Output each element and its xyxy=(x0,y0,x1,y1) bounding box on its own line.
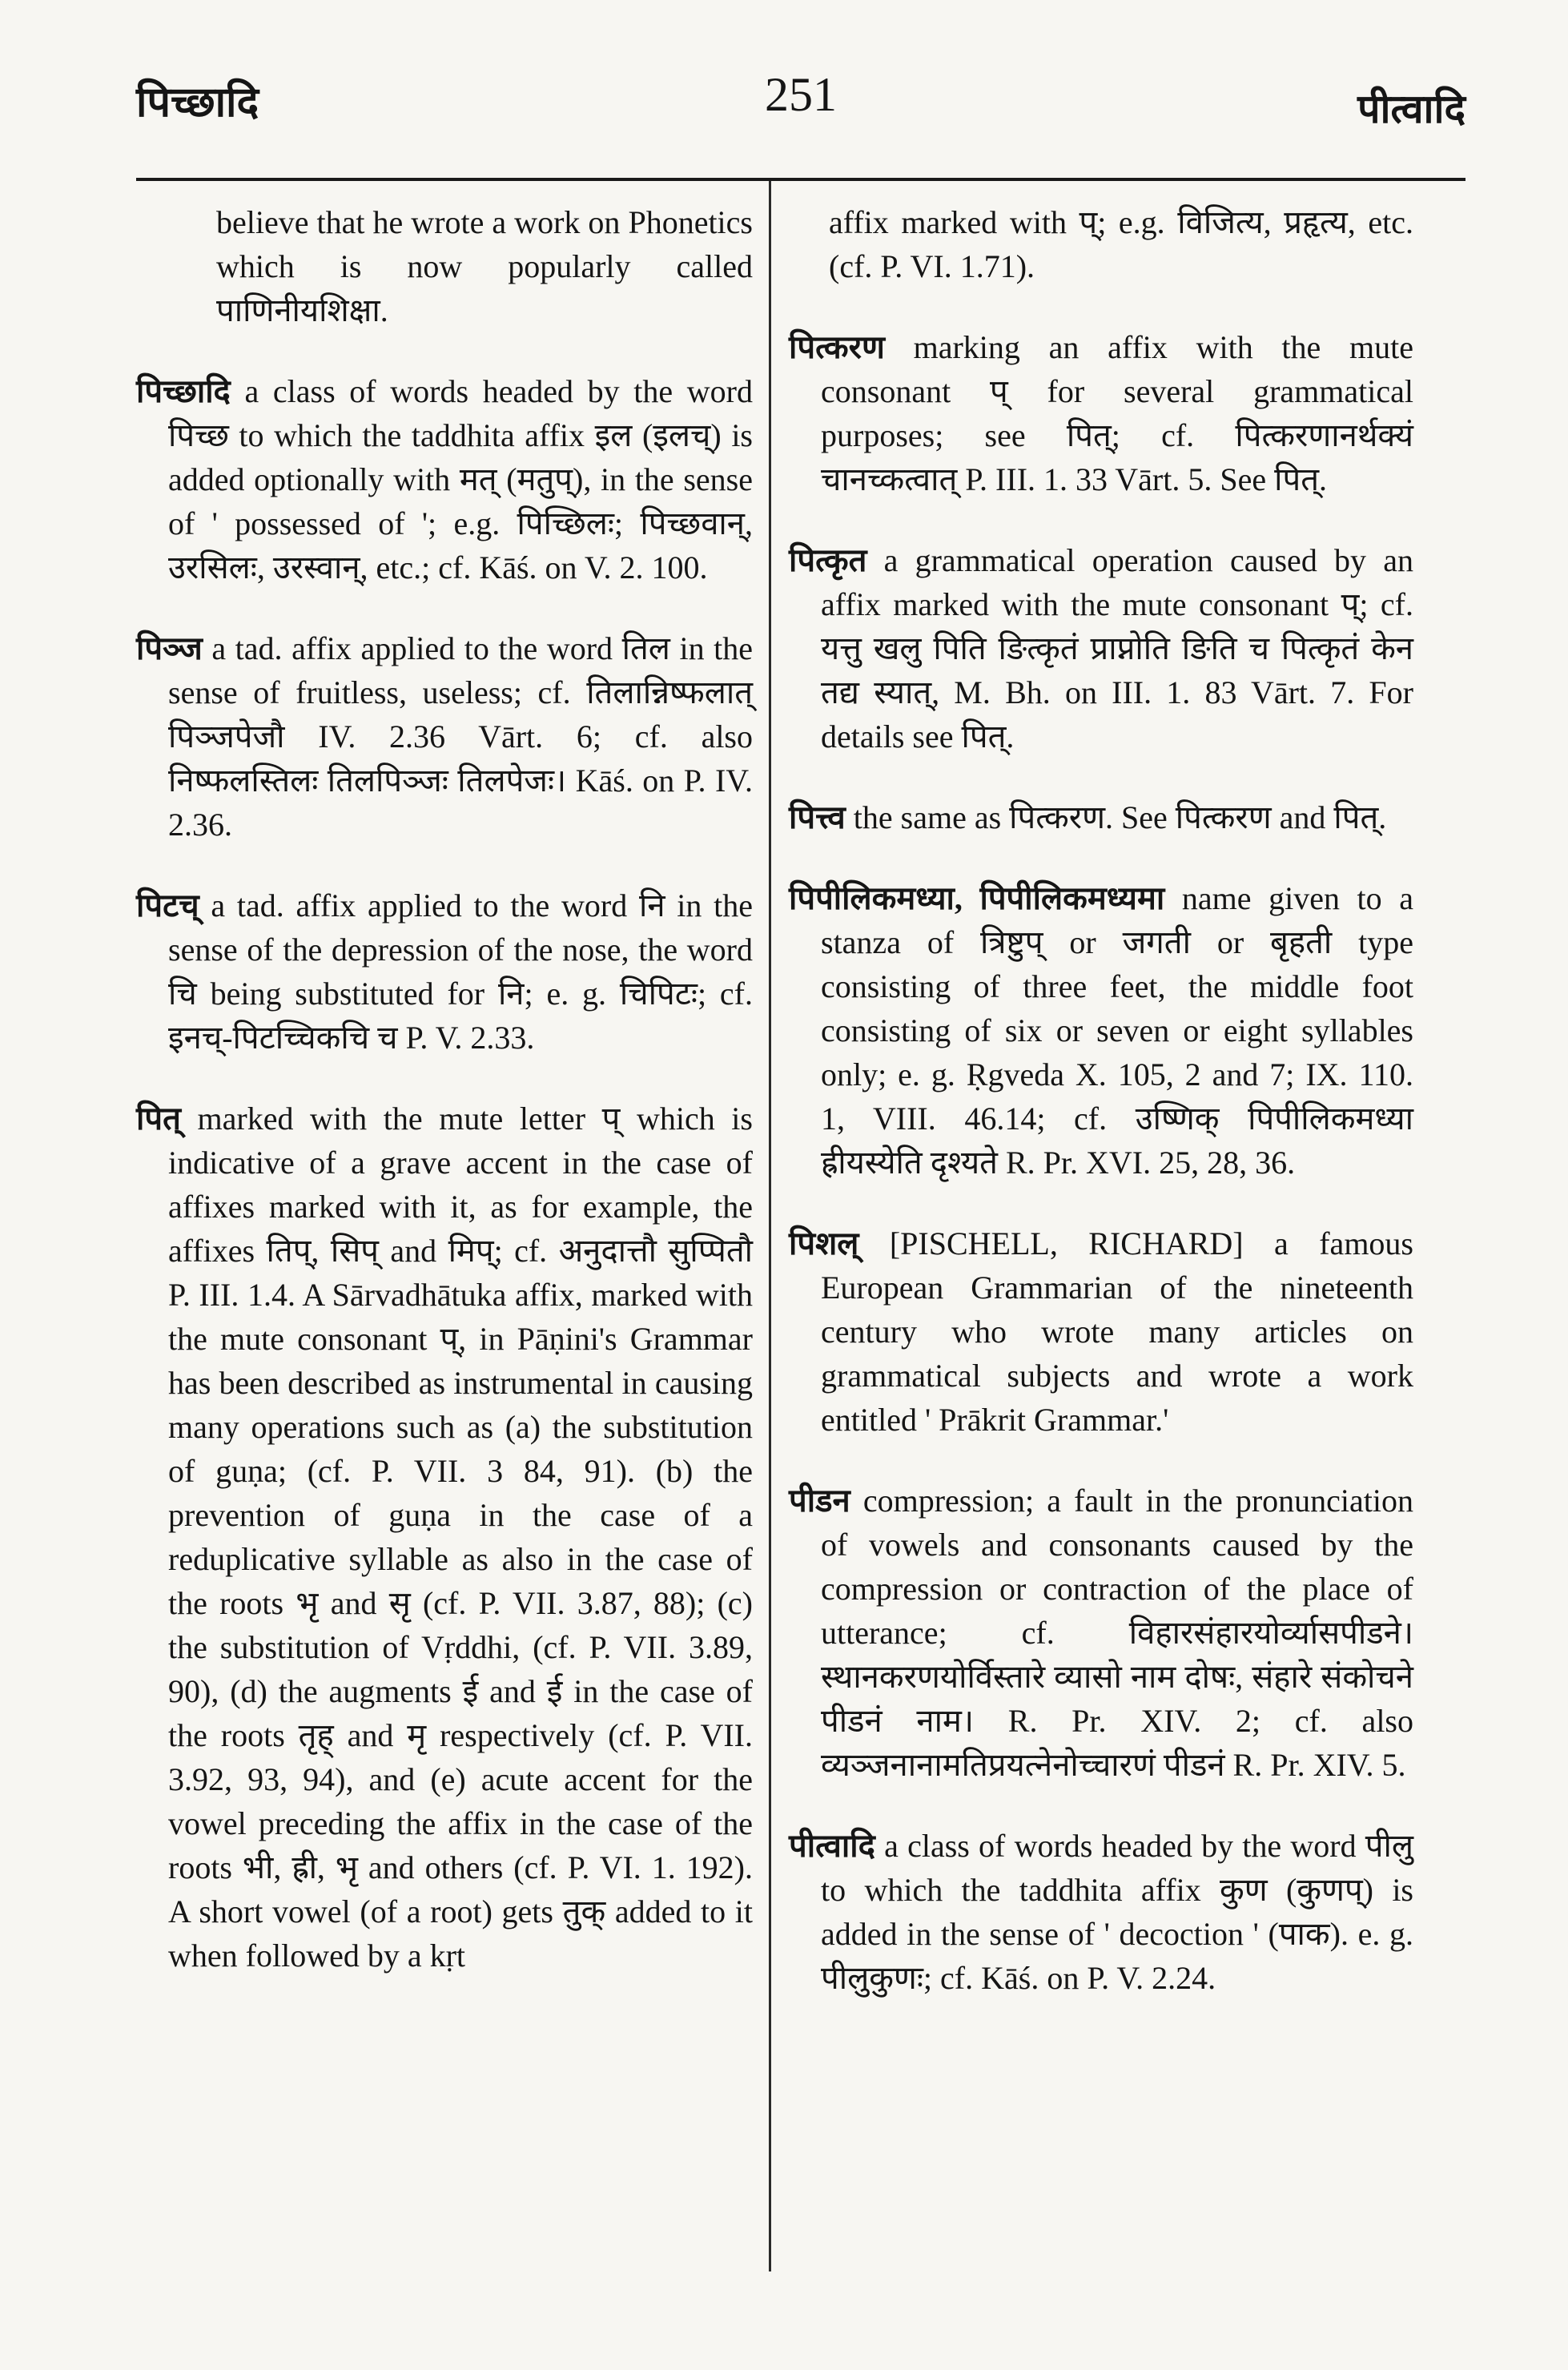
entry-headword: पीडन xyxy=(789,1483,850,1519)
dictionary-entry xyxy=(136,883,753,1060)
entry-headword: पित् xyxy=(136,1101,181,1137)
entry-headword: पीत्वादि xyxy=(789,1828,875,1864)
entry-text: a grammatical operation caused by an affix marked with the mute consonant प्; cf. यत्तु खलु पिति ङित्कृतं प्राप्नोति ङिति च पित्कृतं केन तद्य स्यात्, M. Bh. on III. 1. 83 Vārt. 7. For details see पित्. xyxy=(821,542,1413,754)
header-rule xyxy=(136,178,1465,181)
dictionary-entry xyxy=(136,1096,753,1978)
entry-text: compression; a fault in the pronunciation of vowels and consonants caused by the compression or contraction of the place of utterance; cf. विहारसंहारयोर्व्यासपीडने। स्थानकरणयोर्विस्तारे व्यासो नाम दोषः, संहारे संकोचने पीडनं नाम। R. Pr. XIV. 2; cf. also व्यञ्जनानामतिप्रयत्नेनोच्चारणं पीडनं R. Pr. XIV. 5. xyxy=(821,1483,1413,1783)
entry-headword: पित्त्व xyxy=(789,799,846,835)
dictionary-entry xyxy=(789,325,1413,501)
dictionary-entry xyxy=(789,1824,1413,2000)
dictionary-entry xyxy=(789,1221,1413,1442)
entry-text: a tad. affix applied to the word नि in the sense of the depression of the nose, the word चि being substituted for नि; e. g. चिपिटः; cf. इनच्-पिटच्चिकचि च P. V. 2.33. xyxy=(168,887,753,1056)
entry-text: a class of words headed by the word पिच्छ to which the taddhita affix इल (इलच्) is added optionally with मत् (मतुप्), in the sense of ' possessed of '; e.g. पिच्छिलः; पिच्छवान्, उरसिलः, उरस्वान्, etc.; cf. Kāś. on V. 2. 100. xyxy=(168,373,753,585)
entry-headword: पिशल् xyxy=(789,1225,859,1261)
entry-headword: पिच्छादि xyxy=(136,373,231,409)
entry-text: a tad. affix applied to the word तिल in the sense of fruitless, useless; cf. तिलान्निष्फलात् पिञ्जपेजौ IV. 2.36 Vārt. 6; cf. also निष्फलस्तिलः तिलपिञ्जः तिलपेजः। Kāś. on P. IV. 2.36. xyxy=(168,630,754,843)
dictionary-entry xyxy=(789,795,1413,839)
entry-text: marking an affix with the mute consonant प् for several grammatical purposes; see पित्; cf. पित्करणानर्थक्यं चानच्कत्वात् P. III. 1. 33 Vārt. 5. See पित्. xyxy=(821,329,1413,497)
dictionary-entry xyxy=(789,538,1413,758)
left-column xyxy=(136,200,753,2014)
dictionary-entry xyxy=(789,200,1413,288)
column-divider xyxy=(769,181,771,2271)
page-header xyxy=(136,68,1465,136)
right-running-headword: पीत्वादि xyxy=(1357,87,1465,131)
entry-text: [PISCHELL, RICHARD] a famous European Grammarian of the nineteenth century who wrote many articles on grammatical subjects and wrote a work entitled ' Prākrit Grammar.' xyxy=(821,1225,1413,1438)
entry-headword: पिटच् xyxy=(136,887,199,923)
left-running-headword: पिच्छादि xyxy=(136,80,259,126)
entry-text: believe that he wrote a work on Phonetics which is now popularly called पाणिनीयशिक्षा. xyxy=(216,204,753,328)
entry-headword: पित्कृत xyxy=(789,542,867,578)
entry-headword: पिपीलिकमध्या, पिपीलिकमध्यमा xyxy=(789,880,1165,916)
entry-text: a class of words headed by the word पीलु to which the taddhita affix कुण (कुणप्) is added in the sense of ' decoction ' (पाक). e. g. पीलुकुणः; cf. Kāś. on P. V. 2.24. xyxy=(821,1828,1413,1996)
entry-text: affix marked with प्; e.g. विजित्य, प्रहृत्य, etc. (cf. P. VI. 1.71). xyxy=(829,204,1413,284)
page-number: 251 xyxy=(765,68,837,121)
entry-text: marked with the mute letter प् which is indicative of a grave accent in the case of affixes marked with it, as for example, the affixes तिप्, सिप् and मिप्; cf. अनुदात्तौ सुप्पितौ P. III. 1.4. A Sārvadhātuka affix, marked with the mute consonant प्, in Pāṇini's Grammar has been described as instrumental in causing many operations such as (a) the substitution of guṇa; (cf. P. VII. 3 84, 91). (b) the prevention of guṇa in the case of a reduplicative syllable as also in the case of the roots भृ and सृ (cf. P. VII. 3.87, 88); (c) the substitution of Vṛddhi, (cf. P. VII. 3.89, 90), (d) the augments ई and ई in the case of the roots तृह् and मृ respectively (cf. P. VII. 3.92, 93, 94), and (e) acute accent for the vowel preceding the affix in the case of the roots भी, ह्री, भृ and others (cf. P. VI. 1. 192). A short vowel (of a root) gets तुक् added to it when followed by a kṛt xyxy=(168,1101,753,1974)
entry-text: the same as पित्करण. See पित्करण and पित्. xyxy=(853,799,1387,835)
dictionary-entry xyxy=(136,200,753,332)
entry-headword: पित्करण xyxy=(789,329,885,365)
dictionary-entry xyxy=(789,876,1413,1185)
entry-text: name given to a stanza of त्रिष्टुप् or जगती or बृहती type consisting of three feet, the middle foot consisting of six or seven or eight syllables only; e. g. Ṛgveda X. 105, 2 and 7; IX. 110. 1, VIII. 46.14; cf. उष्णिक् पिपीलिकमध्या ह्रीयस्येति दृश्यते R. Pr. XVI. 25, 28, 36. xyxy=(821,880,1414,1181)
entry-headword: पिञ्ज xyxy=(136,630,203,666)
dictionary-entry xyxy=(136,626,753,847)
dictionary-entry xyxy=(789,1479,1413,1787)
dictionary-entry xyxy=(136,369,753,589)
right-column xyxy=(789,200,1413,2037)
